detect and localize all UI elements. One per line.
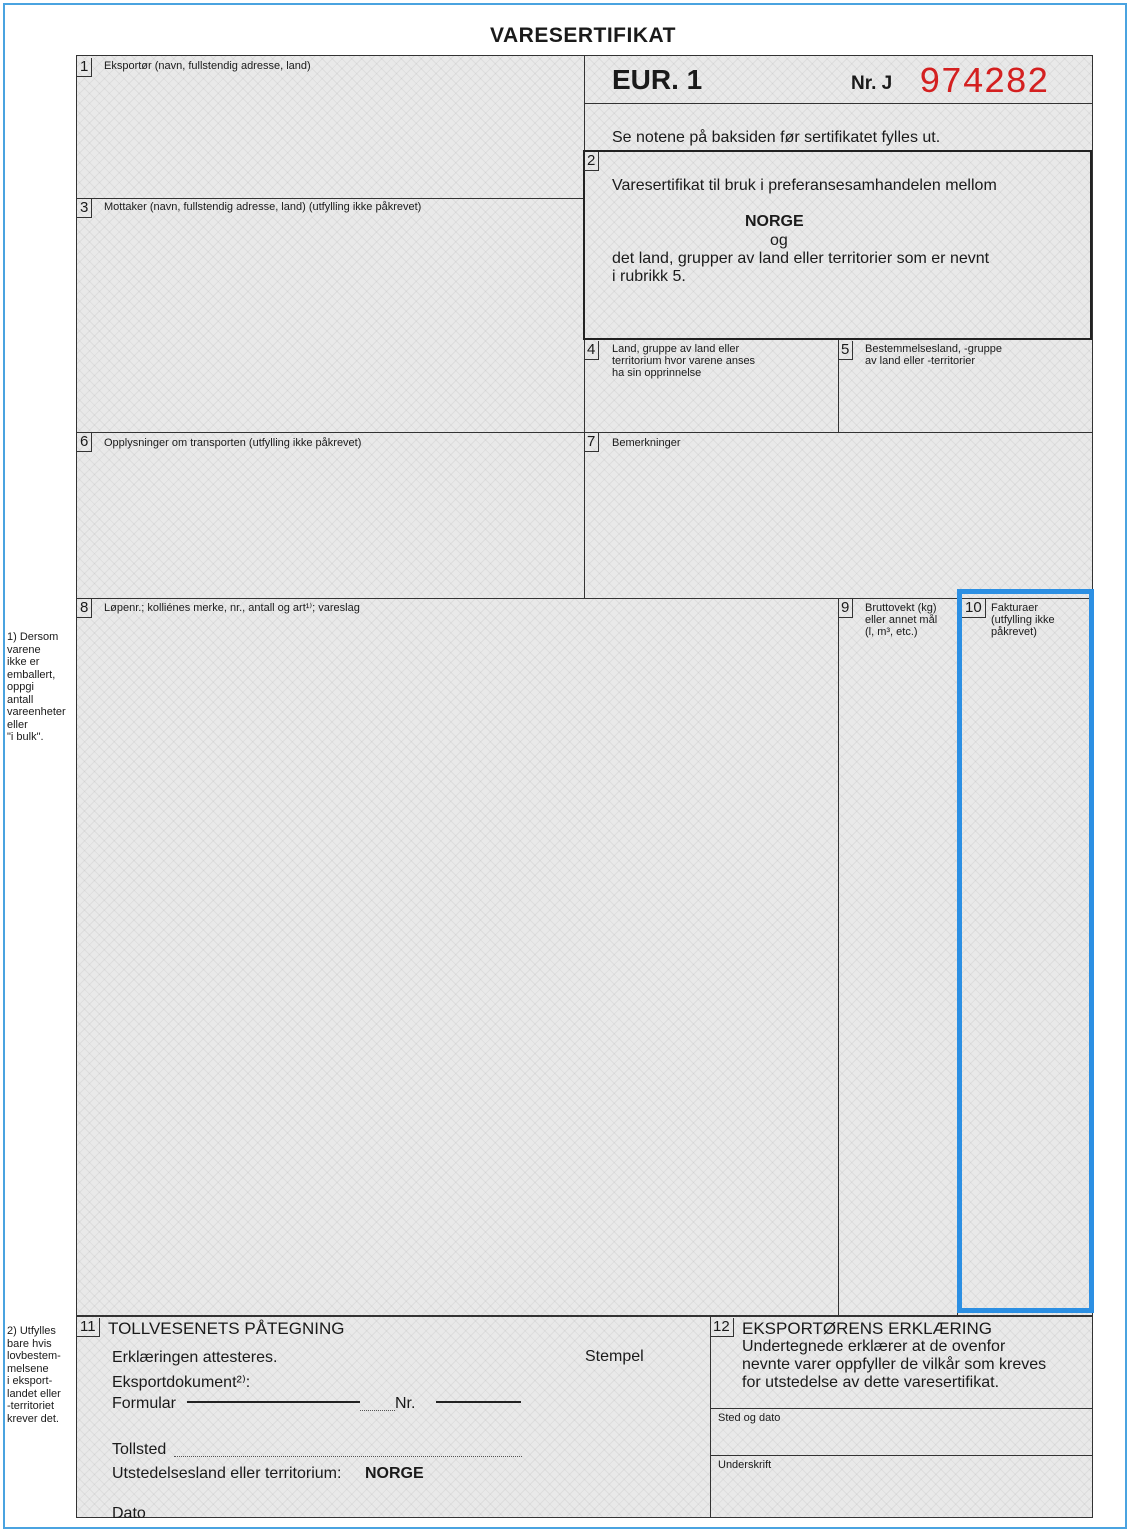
header-note: Se notene på baksiden før sertifikatet fylles ut.	[612, 129, 941, 146]
box-9-label: Bruttovekt (kg) eller annet mål (l, m³, etc.)	[865, 602, 938, 638]
box-number-1: 1	[77, 58, 92, 77]
sidenote-1: 1) Dersom varene ikke er emballert, oppgi antall vareenheter eller "i bulk".	[7, 631, 66, 743]
box-12-heading: EKSPORTØRENS ERKLÆRING	[742, 1319, 993, 1338]
box-7-label: Bemerkninger	[612, 437, 681, 449]
box-number-8: 8	[77, 599, 92, 618]
box-2-og: og	[770, 232, 788, 249]
document-title: VARESERTIFIKAT	[490, 24, 676, 47]
box-11-tollsted: Tollsted	[112, 1441, 167, 1458]
box-11-eksportdok: Eksportdokument²⁾:	[112, 1374, 251, 1391]
box-4-label: Land, gruppe av land eller territorium hvor varene anses ha sin opprinnelse	[612, 343, 756, 379]
box-10-highlight[interactable]	[957, 589, 1094, 1313]
box-8-label: Løpenr.; kolliénes merke, nr., antall og art¹⁾; vareslag	[104, 602, 360, 614]
box-number-3: 3	[77, 199, 92, 218]
nr-line	[436, 1401, 521, 1403]
box-11-nr: Nr.	[395, 1395, 416, 1412]
box-number-10: 10	[962, 599, 986, 618]
box-5-label: Bestemmelsesland, -gruppe av land eller -territorier	[865, 343, 1002, 367]
box-number-6: 6	[77, 433, 92, 452]
box-2-line2: det land, grupper av land eller territorier som er nevnt	[612, 250, 990, 267]
box-11-utstedelse-country: NORGE	[365, 1465, 424, 1482]
box-11-attest: Erklæringen attesteres.	[112, 1349, 278, 1366]
box-number-5: 5	[838, 341, 853, 360]
box-11-dato: Dato	[112, 1505, 146, 1522]
sidenote-2: 2) Utfylles bare hvis lovbestem- melsene i eksport- landet eller -territoriet krever det.	[7, 1325, 61, 1425]
box-12-underskrift: Underskrift	[718, 1459, 772, 1471]
serial-number: 974282	[919, 62, 1049, 103]
box-number-7: 7	[584, 433, 599, 452]
box-number-12: 12	[710, 1318, 734, 1337]
box-2-line1: Varesertifikat til bruk i preferansesamhandelen mellom	[612, 177, 997, 194]
box-number-11: 11	[77, 1318, 100, 1337]
box-12-line1: Undertegnede erklærer at de ovenfor	[742, 1338, 1006, 1355]
divider	[710, 1455, 1092, 1456]
box-12-sted-dato: Sted og dato	[718, 1412, 781, 1424]
box-number-2: 2	[584, 152, 599, 171]
certificate-form	[76, 55, 1093, 1522]
box-1-label: Eksportør (navn, fullstendig adresse, land)	[104, 60, 311, 72]
box-number-9: 9	[838, 599, 853, 618]
tollsted-dots	[174, 1456, 522, 1457]
divider	[838, 598, 839, 1315]
nr-prefix: Nr. J	[851, 73, 893, 94]
box-11-formular: Formular	[112, 1395, 177, 1412]
box-6-label: Opplysninger om transporten (utfylling ikke påkrevet)	[104, 437, 362, 449]
divider	[710, 1315, 711, 1517]
box-11-utstedelse: Utstedelsesland eller territorium:	[112, 1465, 342, 1482]
box-10-label: Fakturaer (utfylling ikke påkrevet)	[991, 602, 1055, 638]
divider	[584, 103, 1092, 104]
box-11-stempel: Stempel	[585, 1348, 644, 1365]
divider	[77, 198, 584, 199]
box-2-country: NORGE	[745, 213, 804, 230]
divider	[77, 1315, 1092, 1317]
formular-line	[187, 1401, 360, 1403]
box-11-heading: TOLLVESENETS PÅTEGNING	[108, 1319, 345, 1338]
formular-dots	[360, 1410, 395, 1411]
divider	[77, 598, 1092, 599]
eur-label: EUR. 1	[612, 64, 703, 95]
box-3-label: Mottaker (navn, fullstendig adresse, land) (utfylling ikke påkrevet)	[104, 201, 422, 213]
box-2-line3: i rubrikk 5.	[612, 268, 686, 285]
box-12-line3: for utstedelse av dette varesertifikat.	[742, 1374, 1000, 1391]
box-number-4: 4	[584, 341, 599, 360]
divider	[710, 1408, 1092, 1409]
box-12-line2: nevnte varer oppfyller de vilkår som kreves	[742, 1356, 1047, 1373]
